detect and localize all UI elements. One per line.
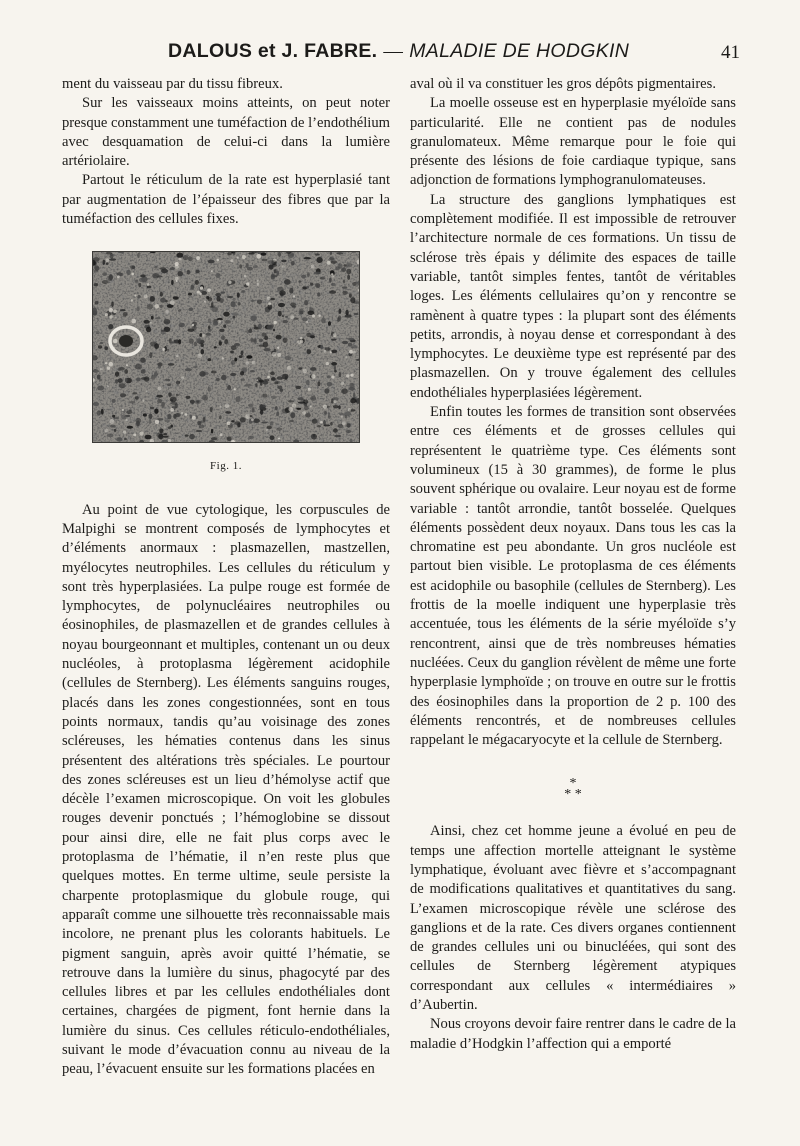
running-header [58,40,748,70]
asterism-top: * [569,776,577,792]
asterism-bottom: * * [564,787,582,803]
header-authors: DALOUS et J. FABRE. [168,40,378,62]
paragraph: ment du vaisseau par du tissu fibreux. [62,76,283,92]
paragraph: Ainsi, chez cet homme jeune a évolué en peu de temps une affection mortelle atteignant le système lymphatique, évoluant avec fièvre et s’accompagnant de modifications qualitatives et quantitatives du sang. L’examen microscopique révèle une sclérose des ganglions et de la rate. Ces divers organes contiennent de grandes cellules uni ou binucléées, qui sont des cellules de Sternberg légèrement atypiques correspondant aux cellules « intermédiaires » d’Aubertin. [410,823,736,1014]
paragraph: Nous croyons devoir faire rentrer dans le cadre de la maladie d’Hodgkin l’affection qui a emporté [410,1016,736,1052]
paragraph: Au point de vue cytologique, les corpuscules de Malpighi se montrent composés de lymphocytes et d’éléments anormaux : plasmazellen, mastzellen, myélocytes neutrophiles. Les cellules du réticulum y sont très hyperplasiées. La pulpe rouge est formée de lymphocytes, de polynucléaires neutrophiles ou éosinophiles, de plasmazellen et de grandes cellules à noyau bourgeonnant et multiples, contenant un ou deux nucléoles, à protoplasma légèrement acidophile (cellules de Sternberg). Les éléments sanguins rouges, placés dans les zones congestionnées, sont en tous points normaux, tandis qu’au voisinage des zones scléreuses, les hématies contenus dans les sinus présentent des altérations très spéciales. Le pourtour des zones scléreuses est un lieu d’hémolyse actif que décèle l’examen microscopique. On voit les globules rouges devenir ponctués ; l’hémoglobine se dissout pour ainsi dire, elle ne fait plus corps avec le protoplasma de l’hématie, il n’en reste plus que quelques mottes. En terme ultime, seule persiste la charpente protoplasmique du globule rouge, qui apparaît comme une silhouette très reconnaissable mais incolore, ne prenant plus les colorants habituels. Le pigment sanguin, après avoir quitté l’hématie, se retrouve dans la lumière du sinus, phagocyté par des cellules libres et par les cellules endothéliales dont certaines, chargées de pigment, font hernie dans la lumière du sinus. Ces cellules réticulo-endothéliales, suivant le mode d’évacuation connu au niveau de la peau, l’évacuent ensuite sur les formations placées en [62,501,390,1078]
figure-caption: Fig. 1. [210,460,242,473]
paragraph: La moelle osseuse est en hyperplasie myéloïde sans particularité. Elle ne contient pas de nodules granulomateux. Même remarque pour le foie qui présente des lésions de foie cardiaque typique, sans adjonction de formations lymphogranulomateuses. [410,95,736,189]
header-separator: — [383,41,404,62]
paragraph: Enfin toutes les formes de transition sont observées entre ces éléments et de grosses cellules qui représentent le quatrième type. Ces éléments sont volumineux (15 à 30 grammes), de forme le plus souvent sphérique ou ovalaire. Leur noyau est de forme variable : tantôt arrondie, tantôt bosselée. Quelques éléments possèdent deux noyaux. Dans tous les cas la chromatine est peu abondante. Un gros nucléole est partout bien visible. Le protoplasma de ces éléments est acidophile ou basophile (cellules de Sternberg). Les frottis de la moelle indiquent une hyperplasie très accentuée, tous les éléments de la série myéloïde s’y rencontrent, ainsi que de très nombreuses hématies nucléées. Ceux du ganglion révèlent de même une forte hyperplasie lymphoïde ; on trouve en outre sur le frottis des éosinophiles dans la proportion de 2 p. 100 des éléments rencontrés, et de nombreuses cellules rappelant le mégacaryocyte et la cellule de Sternberg. [410,404,736,749]
micrograph-image [92,251,360,443]
paragraph: Partout le réticulum de la rate est hyperplasié tant par augmentation de l’épaisseur des fibres que par la tuméfaction des cellules fixes. [62,172,390,228]
left-column [62,75,390,1080]
header-title: MALADIE DE HODGKIN [409,40,630,62]
running-title [168,40,629,63]
paragraph: La structure des ganglions lymphatiques est complètement modifiée. Il est impossible de retrouver l’architecture normale de ces formations. Un tissu de sclérose très épais y délimite des espaces de taille variable, tantôt simples fentes, tantôt de véritables loges. Les éléments cellulaires qu’on y rencontre se ramènent à quatre types : la plupart sont des éléments petits, arrondis, à noyau dense et correspondant à des lymphocytes. Le deuxième type est représenté par des plasmazellen. On y trouve également des cellules endothéliales hyperplasiées légèrement. [410,191,736,401]
paragraph: Sur les vaisseaux moins atteints, on peut noter presque constamment une tuméfaction de l’endothélium avec desquamation de celui-ci dans la lumière artériolaire. [62,95,390,170]
paragraph: aval où il va constituer les gros dépôts pigmentaires. [410,76,716,92]
right-column [410,75,736,1054]
page-number: 41 [721,42,740,63]
section-asterism [410,776,736,803]
figure-1 [62,251,390,476]
